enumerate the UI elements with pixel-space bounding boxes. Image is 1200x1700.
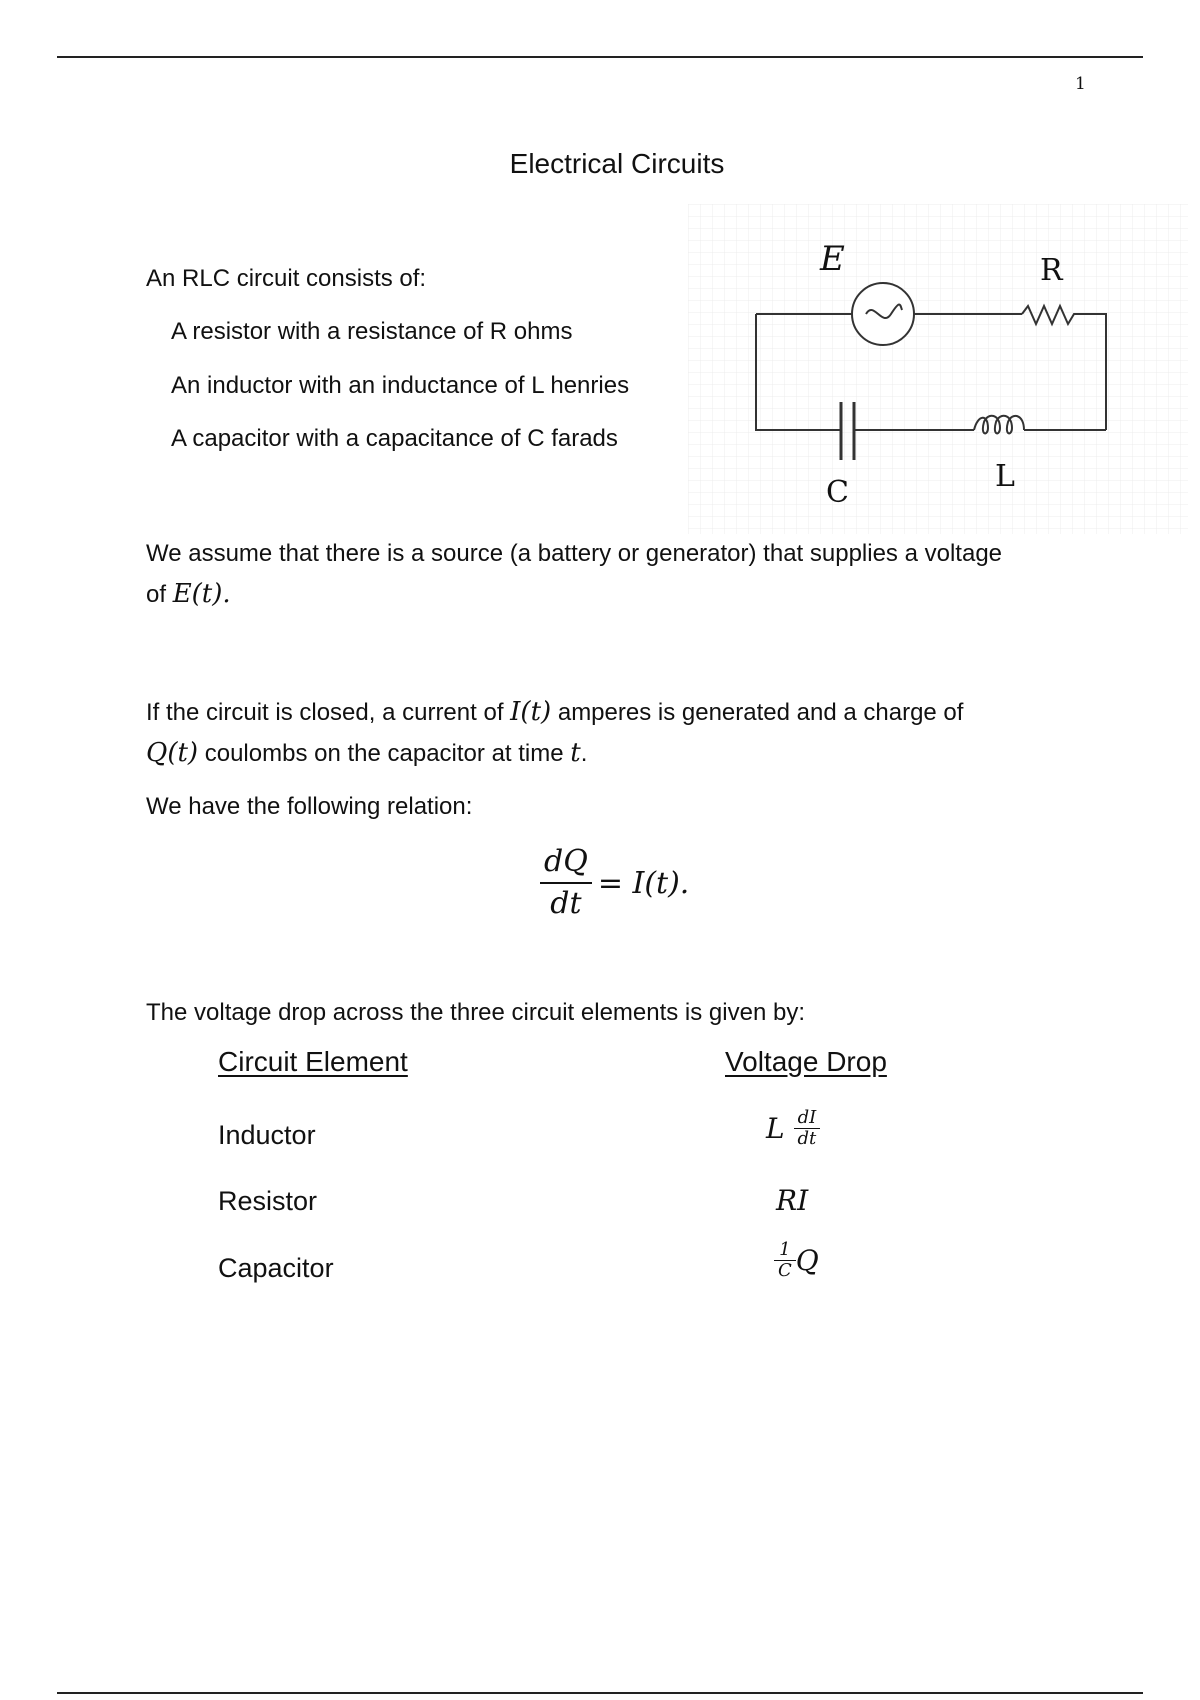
eq-denominator: dt xyxy=(550,886,582,921)
footer-rule xyxy=(57,1692,1143,1694)
source-paragraph-line2 xyxy=(146,573,231,616)
header-circuit-element: Circuit Element xyxy=(218,1046,408,1077)
row-inductor-element: Inductor xyxy=(218,1120,316,1150)
charge-expression: Q(t) xyxy=(146,738,199,768)
current-period: . xyxy=(580,740,588,767)
label-r: R xyxy=(1040,253,1063,288)
page-title: Electrical Circuits xyxy=(509,148,725,179)
current-expression: I(t) xyxy=(510,697,552,727)
voltage-expression: E(t) xyxy=(172,579,223,609)
dt-denominator: dt xyxy=(797,1128,817,1149)
eq-numerator: dQ xyxy=(540,842,592,884)
component-inductor: An inductor with an inductance of L henries xyxy=(171,372,630,399)
row-resistor-element: Resistor xyxy=(218,1186,318,1216)
current-text-1: If the circuit is closed, a current of xyxy=(146,699,504,726)
eq-rhs: = I(t). xyxy=(597,865,690,901)
source-paragraph-line1: We assume that there is a source (a battery or generator) that supplies a voltage xyxy=(146,540,1003,567)
current-text-3: coulombs on the capacitor at time xyxy=(204,740,564,767)
one-numerator: 1 xyxy=(774,1240,796,1261)
one-over-c-fraction xyxy=(774,1240,796,1281)
row-inductor-drop xyxy=(766,1108,820,1149)
table-intro: The voltage drop across the three circuit elements is given by: xyxy=(146,999,805,1026)
intro-text: An RLC circuit consists of: xyxy=(146,265,427,292)
page-number: 1 xyxy=(1075,74,1086,94)
header-voltage-drop: Voltage Drop xyxy=(725,1046,887,1077)
current-paragraph-line1 xyxy=(146,691,963,734)
row-resistor-drop: RI xyxy=(776,1184,809,1217)
header-rule xyxy=(57,56,1143,58)
rlc-circuit-diagram xyxy=(688,204,1188,534)
label-e: E xyxy=(820,239,845,279)
label-l: L xyxy=(995,459,1015,494)
current-text-2: amperes is generated and a charge of xyxy=(557,699,964,726)
relation-intro: We have the following relation: xyxy=(146,793,473,820)
time-variable: t xyxy=(570,738,581,768)
c-denominator: C xyxy=(778,1260,792,1281)
source-period: . xyxy=(222,579,231,609)
di-numerator: dI xyxy=(794,1108,821,1129)
grid-background xyxy=(688,204,1188,534)
row-capacitor-drop xyxy=(774,1240,819,1281)
inductor-l: L xyxy=(766,1112,785,1145)
charge-current-equation xyxy=(540,842,689,924)
di-dt-fraction xyxy=(794,1108,821,1149)
dq-dt-fraction xyxy=(540,842,592,924)
label-c: C xyxy=(826,475,849,510)
row-capacitor-element: Capacitor xyxy=(218,1253,334,1283)
current-paragraph-line2 xyxy=(146,732,587,775)
component-resistor: A resistor with a resistance of R ohms xyxy=(171,318,573,345)
ac-source-symbol xyxy=(852,283,914,345)
source-of: of xyxy=(146,581,167,608)
capacitor-q: Q xyxy=(795,1244,819,1277)
component-capacitor: A capacitor with a capacitance of C farads xyxy=(171,425,618,452)
